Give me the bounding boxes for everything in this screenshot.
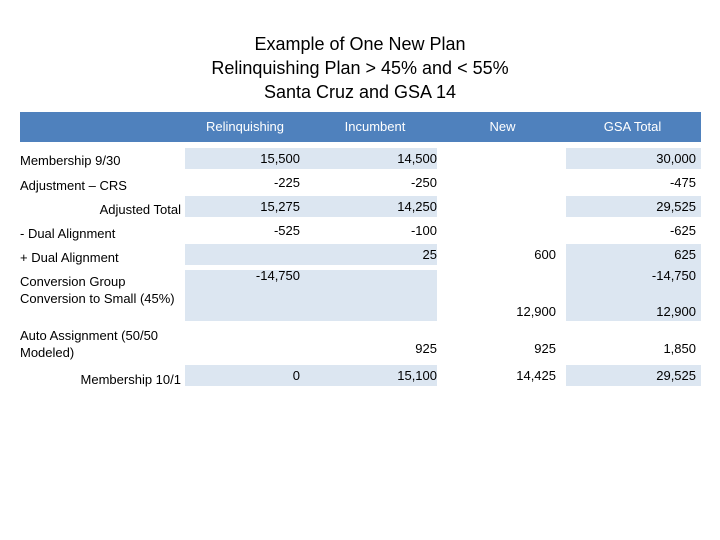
row-label-membership-9-30: Membership 9/30 — [20, 153, 121, 168]
cell-relinquishing: -225 — [273, 175, 300, 190]
cell-relinquishing: 0 — [292, 368, 300, 383]
header-gsa-total: GSA Total — [603, 119, 662, 134]
cell-relinquishing: 15,500 — [260, 151, 300, 166]
cell-gsa-total: 12,900 — [656, 304, 696, 319]
header-incumbent: Incumbent — [344, 119, 406, 134]
header-relinquishing: Relinquishing — [205, 119, 285, 134]
cell-gsa-total: 1,850 — [663, 341, 696, 356]
cell-gsa-total: -475 — [669, 175, 696, 190]
cell-relinquishing: -525 — [273, 223, 300, 238]
cell-incumbent: 25 — [422, 247, 437, 262]
cell-incumbent: 925 — [415, 341, 437, 356]
cell-gsa-total: 30,000 — [656, 151, 696, 166]
cell-gsa-total: 29,525 — [656, 368, 696, 383]
cell-incumbent: 14,500 — [397, 151, 437, 166]
header-new: New — [489, 119, 516, 134]
cell-new: 14,425 — [516, 368, 556, 383]
row-label-conversion-small: Conversion to Small (45%) — [20, 291, 175, 306]
cell-gsa-total: -625 — [669, 223, 696, 238]
row-label-plus-dual-alignment: + Dual Alignment — [20, 250, 119, 265]
title-line-1: Example of One New Plan — [254, 34, 466, 54]
row-label-auto-assignment: Auto Assignment (50/50 Modeled) — [20, 328, 159, 360]
cell-incumbent: -250 — [410, 175, 437, 190]
cell-new: 600 — [534, 247, 556, 262]
row-label-membership-10-1: Membership 10/1 — [80, 372, 181, 387]
row-label-minus-dual-alignment: - Dual Alignment — [20, 226, 116, 241]
cell-gsa-total: -14,750 — [651, 268, 696, 283]
cell-relinquishing: -14,750 — [255, 268, 300, 283]
row-label-adjusted-total: Adjusted Total — [99, 202, 181, 217]
cell-relinquishing: 15,275 — [260, 199, 300, 214]
cell-incumbent: -100 — [410, 223, 437, 238]
row-label-adjustment-crs: Adjustment – CRS — [20, 178, 127, 193]
cell-gsa-total: 29,525 — [656, 199, 696, 214]
title-line-2: Relinquishing Plan > 45% and < 55% — [211, 58, 509, 78]
row-label-conversion-group: Conversion Group — [20, 274, 126, 289]
title-line-3: Santa Cruz and GSA 14 — [263, 82, 457, 102]
cell-new: 925 — [534, 341, 556, 356]
cell-new: 12,900 — [516, 304, 556, 319]
cell-incumbent: 15,100 — [397, 368, 437, 383]
cell-incumbent: 14,250 — [397, 199, 437, 214]
cell-gsa-total: 625 — [674, 247, 696, 262]
